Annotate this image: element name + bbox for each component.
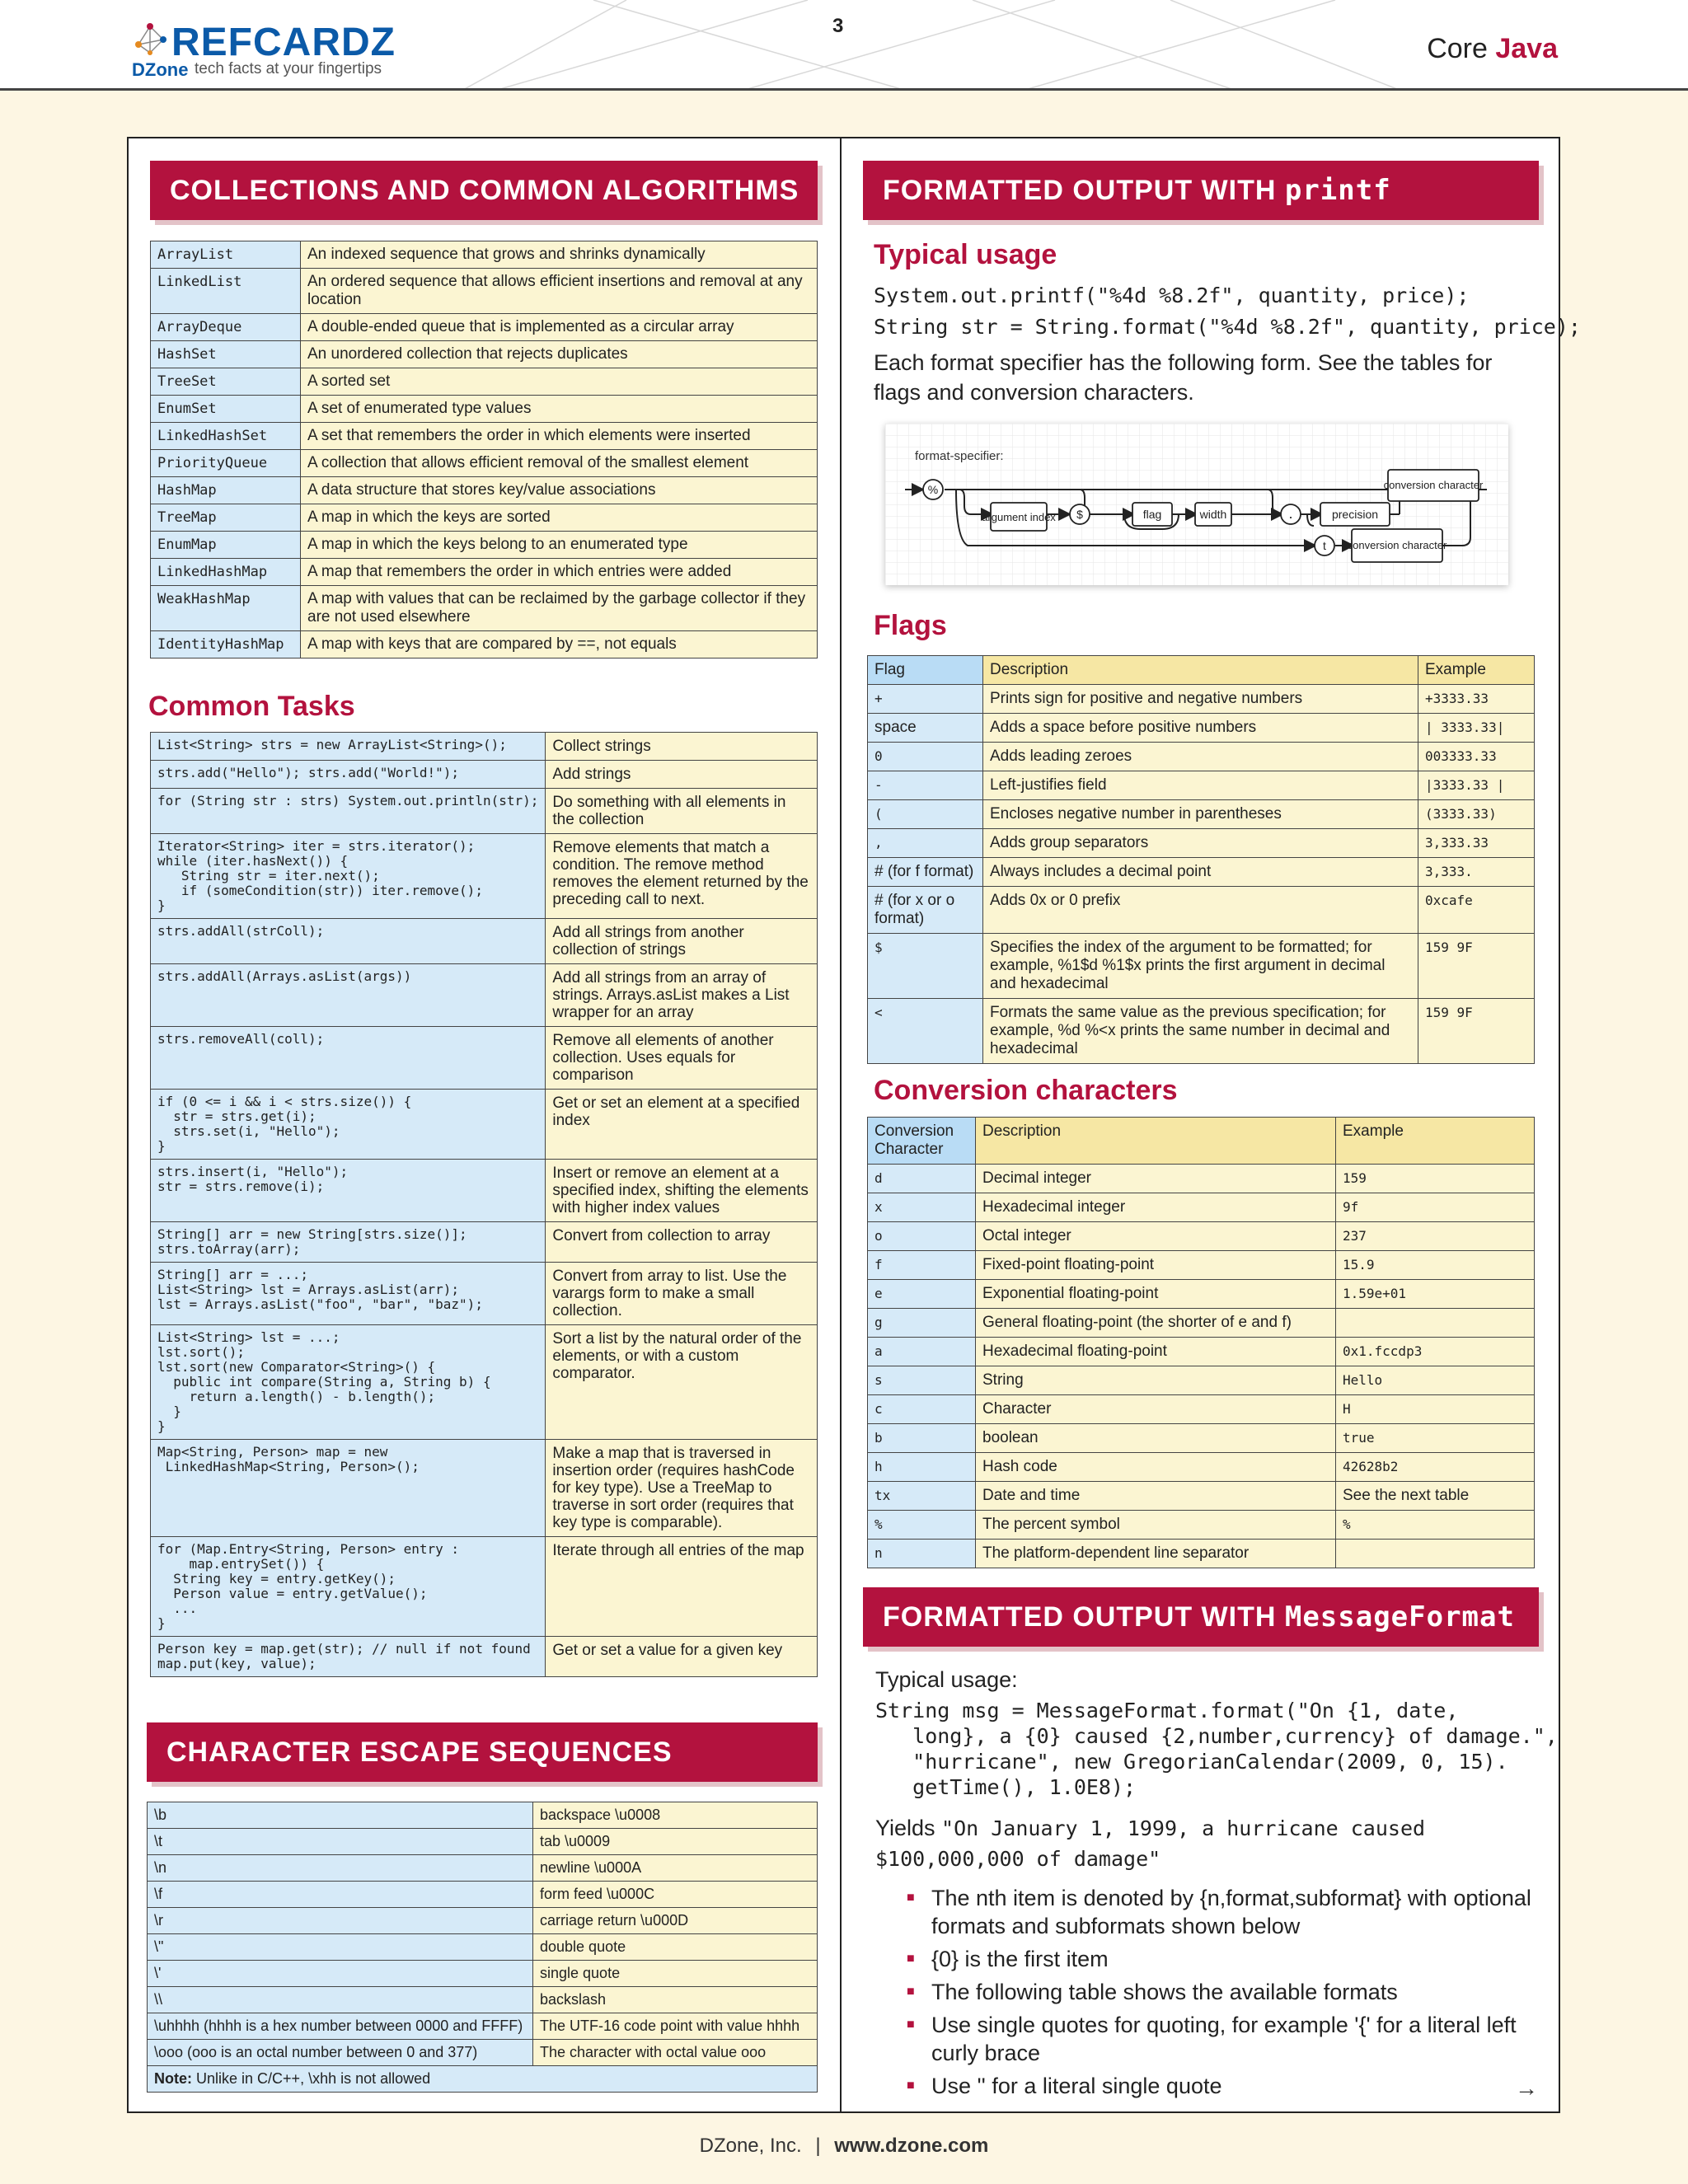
flag-row	[868, 685, 1535, 714]
conversion-row	[868, 1424, 1535, 1453]
collection-row	[151, 631, 818, 658]
conversion-description: String	[976, 1366, 1336, 1395]
conversion-character: f	[868, 1251, 976, 1280]
messageformat-bullets	[907, 1884, 1533, 2105]
conversion-example: 237	[1336, 1222, 1535, 1251]
conversion-heading: Conversion characters	[874, 1075, 1178, 1106]
network-logo-icon	[132, 20, 168, 56]
common-task-description: Get or set an element at a specified index	[546, 1090, 818, 1160]
conversion-description: Character	[976, 1395, 1336, 1424]
diagram-t: t	[1323, 539, 1326, 552]
collection-row	[151, 477, 818, 504]
escape-description: backslash	[533, 1987, 818, 2013]
collection-description: A collection that allows efficient removal of the smallest element	[301, 450, 818, 477]
flag-description: Specifies the index of the argument to be formatted; for example, %1$d %1$x prints the first argument in decimal and hexadecimal	[983, 934, 1418, 999]
flags-header-description: Description	[983, 656, 1418, 685]
flag-row	[868, 714, 1535, 743]
common-task-code: if (0 <= i && i < strs.size()) { str = strs.get(i); strs.set(i, "Hello"); }	[151, 1090, 546, 1160]
escape-sequence: \r	[148, 1908, 533, 1934]
flag-example: |3333.33 |	[1418, 771, 1535, 800]
conversion-row	[868, 1540, 1535, 1568]
collection-description: A double-ended queue that is implemented as a circular array	[301, 314, 818, 341]
conversion-example	[1336, 1540, 1535, 1568]
printf-intro-text: Each format specifier has the following form. See the tables for flags and conversion characters.	[874, 350, 1493, 405]
conversion-example: 0x1.fccdp3	[1336, 1338, 1535, 1366]
escape-sequences-banner: CHARACTER ESCAPE SEQUENCES	[147, 1722, 818, 1782]
escape-note-cell	[148, 2066, 818, 2093]
common-task-description: Add all strings from another collection of strings	[546, 919, 818, 964]
flag-symbol: (	[868, 800, 983, 829]
conversion-character: b	[868, 1424, 976, 1453]
conversion-character: s	[868, 1366, 976, 1395]
conversion-row	[868, 1338, 1535, 1366]
flag-description: Adds 0x or 0 prefix	[983, 887, 1418, 934]
escape-description: double quote	[533, 1934, 818, 1961]
escape-sequence: \b	[148, 1802, 533, 1829]
escape-sequences-table-body	[148, 1802, 818, 2066]
conversion-example: true	[1336, 1424, 1535, 1453]
common-task-description: Iterate through all entries of the map	[546, 1537, 818, 1637]
conversion-character: o	[868, 1222, 976, 1251]
common-task-code: for (String str : strs) System.out.println(str);	[151, 789, 546, 834]
diagram-conversion-top: conversion character	[1383, 479, 1484, 491]
flags-header-flag: Flag	[868, 656, 983, 685]
collection-description: A map with keys that are compared by ==, not equals	[301, 631, 818, 658]
continue-arrow-icon: →	[1515, 2075, 1538, 2101]
flag-example: 159 9F	[1418, 934, 1535, 999]
collection-description: An ordered sequence that allows efficient insertions and removal at any location	[301, 269, 818, 314]
collection-name: EnumSet	[151, 396, 301, 423]
common-task-description: Convert from array to list. Use the varargs form to make a small collection.	[546, 1263, 818, 1325]
escape-description: backspace \u0008	[533, 1802, 818, 1829]
collection-description: A data structure that stores key/value associations	[301, 477, 818, 504]
common-task-description: Remove elements that match a condition. The remove method removes the element returned by the preceding call to next.	[546, 834, 818, 919]
common-task-description: Add all strings from an array of strings. Arrays.asList makes a List wrapper for an array	[546, 964, 818, 1027]
conversion-example: 9f	[1336, 1193, 1535, 1222]
typical-usage-heading: Typical usage	[874, 239, 1057, 270]
flag-description: Adds leading zeroes	[983, 743, 1418, 771]
common-tasks-heading: Common Tasks	[148, 691, 355, 722]
diagram-dot: .	[1288, 505, 1293, 522]
escape-description: newline \u000A	[533, 1855, 818, 1882]
messageformat-code: String msg = MessageFormat.format("On {1, date, long}, a {0} caused {2,number,currency} of damage.", "hurricane", new GregorianCalendar(2009, 0, 15). getTime(), 1.0E8);	[875, 1699, 1558, 1799]
conversion-character: d	[868, 1165, 976, 1193]
conversion-character: g	[868, 1309, 976, 1338]
page-footer	[0, 2135, 1688, 2158]
escape-row	[148, 1855, 818, 1882]
common-task-row	[151, 733, 818, 761]
conversion-character: e	[868, 1280, 976, 1309]
messageformat-yields-code: "On January 1, 1999, a hurricane caused $100,000,000 of damage"	[875, 1816, 1426, 1871]
page-number: 3	[832, 15, 844, 37]
conversion-table	[867, 1117, 1535, 1568]
collection-row	[151, 241, 818, 269]
conversion-character: tx	[868, 1482, 976, 1511]
printf-banner	[863, 161, 1539, 220]
flag-symbol: <	[868, 999, 983, 1064]
flag-example: +3333.33	[1418, 685, 1535, 714]
diagram-conversion-bottom: conversion character	[1347, 539, 1447, 551]
conversion-table-body	[868, 1165, 1535, 1568]
flag-symbol: 0	[868, 743, 983, 771]
messageformat-banner-code: MessageFormat	[1284, 1601, 1515, 1633]
common-task-row	[151, 789, 818, 834]
collection-name: TreeSet	[151, 368, 301, 396]
collection-name: IdentityHashMap	[151, 631, 301, 658]
escape-note-text: Unlike in C/C++, \xhh is not allowed	[196, 2070, 431, 2087]
conversion-row	[868, 1251, 1535, 1280]
diagram-flag: flag	[1142, 508, 1162, 521]
collection-row	[151, 368, 818, 396]
escape-sequence: \uhhhh (hhhh is a hex number between 0000 and FFFF)	[148, 2013, 533, 2040]
escape-sequence: \"	[148, 1934, 533, 1961]
common-task-row	[151, 1090, 818, 1160]
common-task-description: Sort a list by the natural order of the elements, or with a custom comparator.	[546, 1325, 818, 1440]
printf-code-line-2: String str = String.format("%4d %8.2f", quantity, price);	[874, 315, 1581, 339]
escape-row	[148, 1987, 818, 2013]
collections-table-body	[151, 241, 818, 658]
common-tasks-table	[150, 732, 818, 1677]
collection-name: EnumMap	[151, 532, 301, 559]
conversion-description: Hash code	[976, 1453, 1336, 1482]
collection-name: HashSet	[151, 341, 301, 368]
logo-title: REFCARDZ	[171, 21, 396, 64]
common-task-code: strs.insert(i, "Hello"); str = strs.remove(i);	[151, 1160, 546, 1222]
flag-row	[868, 771, 1535, 800]
conversion-example: 15.9	[1336, 1251, 1535, 1280]
flags-table	[867, 655, 1535, 1064]
collections-table	[150, 241, 818, 658]
diagram-title: format-specifier:	[915, 449, 1004, 463]
flag-row	[868, 858, 1535, 887]
conversion-example: 159	[1336, 1165, 1535, 1193]
conversion-row	[868, 1222, 1535, 1251]
collection-description: A set that remembers the order in which elements were inserted	[301, 423, 818, 450]
flag-example: 3,333.33	[1418, 829, 1535, 858]
conversion-description: Date and time	[976, 1482, 1336, 1511]
collection-name: ArrayDeque	[151, 314, 301, 341]
conversion-description: General floating-point (the shorter of e and f)	[976, 1309, 1336, 1338]
messageformat-typical-usage: Typical usage:	[875, 1667, 1018, 1692]
common-task-description: Get or set a value for a given key	[546, 1637, 818, 1677]
common-task-code: List<String> lst = ...; lst.sort(); lst.sort(new Comparator<String>() { public int compare(String a, String b) { return a.length() - b.length(); } }	[151, 1325, 546, 1440]
messageformat-banner-text: FORMATTED OUTPUT WITH	[883, 1601, 1285, 1633]
messageformat-yields-label: Yields	[875, 1816, 942, 1840]
messageformat-bullet-item: ■ The nth item is denoted by {n,format,subformat} with optional formats and subformats shown below	[907, 1884, 1533, 1940]
common-task-code: for (Map.Entry<String, Person> entry : map.entrySet()) { String key = entry.getKey(); Person value = entry.getValue(); ... }	[151, 1537, 546, 1637]
flag-symbol: # (for f format)	[868, 858, 983, 887]
common-task-row	[151, 1537, 818, 1637]
conversion-description: Octal integer	[976, 1222, 1336, 1251]
collection-name: HashMap	[151, 477, 301, 504]
collection-row	[151, 269, 818, 314]
conversion-character: c	[868, 1395, 976, 1424]
flag-example: 3,333.	[1418, 858, 1535, 887]
collection-name: LinkedList	[151, 269, 301, 314]
common-task-row	[151, 834, 818, 919]
conversion-example: 1.59e+01	[1336, 1280, 1535, 1309]
collection-row	[151, 314, 818, 341]
collection-row	[151, 532, 818, 559]
common-task-code: Map<String, Person> map = new LinkedHashMap<String, Person>();	[151, 1440, 546, 1537]
escape-row	[148, 1908, 818, 1934]
escape-row	[148, 1961, 818, 1987]
flags-header-row	[868, 656, 1535, 685]
collection-description: A sorted set	[301, 368, 818, 396]
conversion-example: See the next table	[1336, 1482, 1535, 1511]
escape-description: The UTF-16 code point with value hhhh	[533, 2013, 818, 2040]
collection-description: An indexed sequence that grows and shrinks dynamically	[301, 241, 818, 269]
card-title-plain: Core	[1427, 33, 1496, 64]
common-task-code: List<String> strs = new ArrayList<String>();	[151, 733, 546, 761]
common-task-row	[151, 1027, 818, 1090]
common-task-row	[151, 1160, 818, 1222]
collection-row	[151, 450, 818, 477]
common-task-code: strs.addAll(Arrays.asList(args))	[151, 964, 546, 1027]
flag-description: Formats the same value as the previous specification; for example, %d %<x prints the same number in decimal and hexadecimal	[983, 999, 1418, 1064]
flag-row	[868, 743, 1535, 771]
common-task-row	[151, 1263, 818, 1325]
collection-row	[151, 504, 818, 532]
conversion-character: %	[868, 1511, 976, 1540]
escape-description: tab \u0009	[533, 1829, 818, 1855]
collections-banner: COLLECTIONS AND COMMON ALGORITHMS	[150, 161, 818, 220]
flag-description: Encloses negative number in parentheses	[983, 800, 1418, 829]
collection-row	[151, 586, 818, 631]
common-task-description: Insert or remove an element at a specified index, shifting the elements with higher index values	[546, 1160, 818, 1222]
conversion-row	[868, 1395, 1535, 1424]
footer-separator: |	[815, 2135, 821, 2157]
conversion-row	[868, 1482, 1535, 1511]
conversion-example: H	[1336, 1395, 1535, 1424]
conversion-character: n	[868, 1540, 976, 1568]
common-task-code: strs.removeAll(coll);	[151, 1027, 546, 1090]
diagram-argument-index: argument index	[982, 511, 1056, 523]
escape-description: The character with octal value ooo	[533, 2040, 818, 2066]
escape-row	[148, 2040, 818, 2066]
common-task-row	[151, 761, 818, 789]
footer-url[interactable]: www.dzone.com	[834, 2135, 989, 2157]
common-task-row	[151, 919, 818, 964]
escape-sequence: \\	[148, 1987, 533, 2013]
collection-row	[151, 341, 818, 368]
flag-symbol: +	[868, 685, 983, 714]
flag-symbol: $	[868, 934, 983, 999]
conversion-character: h	[868, 1453, 976, 1482]
flag-symbol: # (for x or o format)	[868, 887, 983, 934]
flags-heading: Flags	[874, 610, 947, 641]
flag-row	[868, 800, 1535, 829]
flag-row	[868, 934, 1535, 999]
common-task-description: Remove all elements of another collection. Uses equals for comparison	[546, 1027, 818, 1090]
conversion-character: x	[868, 1193, 976, 1222]
common-task-row	[151, 1325, 818, 1440]
conversion-example: Hello	[1336, 1366, 1535, 1395]
messageformat-bullet-item: ■ Use single quotes for quoting, for example '{' for a literal left curly brace	[907, 2011, 1533, 2067]
flag-description: Left-justifies field	[983, 771, 1418, 800]
diagram-percent: %	[927, 483, 939, 496]
common-task-row	[151, 1637, 818, 1677]
conversion-example: %	[1336, 1511, 1535, 1540]
common-task-description: Do something with all elements in the collection	[546, 789, 818, 834]
flag-example: 0xcafe	[1418, 887, 1535, 934]
conversion-description: Decimal integer	[976, 1165, 1336, 1193]
conversion-example: 42628b2	[1336, 1453, 1535, 1482]
messageformat-bullet-item: ■ {0} is the first item	[907, 1945, 1533, 1973]
common-task-description: Convert from collection to array	[546, 1222, 818, 1263]
flag-row	[868, 829, 1535, 858]
flag-example: (3333.33)	[1418, 800, 1535, 829]
common-task-code: strs.add("Hello"); strs.add("World!");	[151, 761, 546, 789]
flag-symbol: space	[868, 714, 983, 743]
collection-name: PriorityQueue	[151, 450, 301, 477]
messageformat-banner	[863, 1587, 1539, 1647]
collection-row	[151, 396, 818, 423]
format-specifier-diagram-svg	[885, 424, 1508, 585]
common-task-row	[151, 1222, 818, 1263]
messageformat-bullet-item: ■ The following table shows the available formats	[907, 1978, 1533, 2006]
collection-name: LinkedHashMap	[151, 559, 301, 586]
common-task-code: String[] arr = new String[strs.size()]; strs.toArray(arr);	[151, 1222, 546, 1263]
card-title-accent: Java	[1495, 33, 1558, 64]
conversion-row	[868, 1165, 1535, 1193]
common-task-code: strs.addAll(strColl);	[151, 919, 546, 964]
common-task-description: Add strings	[546, 761, 818, 789]
conversion-header-example: Example	[1336, 1118, 1535, 1165]
flag-row	[868, 999, 1535, 1064]
flag-symbol: ,	[868, 829, 983, 858]
conversion-description: Fixed-point floating-point	[976, 1251, 1336, 1280]
conversion-description: boolean	[976, 1424, 1336, 1453]
flag-example: 003333.33	[1418, 743, 1535, 771]
diagram-precision: precision	[1331, 508, 1379, 521]
collection-description: A map with values that can be reclaimed by the garbage collector if they are not used elsewhere	[301, 586, 818, 631]
collection-description: An unordered collection that rejects duplicates	[301, 341, 818, 368]
escape-note-row	[148, 2066, 818, 2093]
common-task-code: Iterator<String> iter = strs.iterator(); while (iter.hasNext()) { String str = iter.next(); if (someCondition(str)) iter.remove(); }	[151, 834, 546, 919]
common-task-description: Collect strings	[546, 733, 818, 761]
conversion-description: The percent symbol	[976, 1511, 1336, 1540]
refcardz-logo[interactable]	[132, 18, 396, 84]
conversion-header-row	[868, 1118, 1535, 1165]
footer-company: DZone, Inc.	[699, 2135, 802, 2157]
escape-sequence: \n	[148, 1855, 533, 1882]
escape-row	[148, 1802, 818, 1829]
conversion-row	[868, 1193, 1535, 1222]
page-header	[0, 0, 1688, 91]
escape-row	[148, 1934, 818, 1961]
common-task-row	[151, 964, 818, 1027]
escape-row	[148, 2013, 818, 2040]
column-divider	[840, 137, 842, 2113]
escape-row	[148, 1882, 818, 1908]
flag-description: Prints sign for positive and negative numbers	[983, 685, 1418, 714]
conversion-header-description: Description	[976, 1118, 1336, 1165]
escape-description: single quote	[533, 1961, 818, 1987]
messageformat-yields	[875, 1813, 1535, 1874]
common-task-code: Person key = map.get(str); // null if not found map.put(key, value);	[151, 1637, 546, 1677]
escape-note-label: Note:	[154, 2070, 192, 2087]
conversion-row	[868, 1453, 1535, 1482]
conversion-header-character: Conversion Character	[868, 1118, 976, 1165]
collection-name: WeakHashMap	[151, 586, 301, 631]
collection-description: A map that remembers the order in which entries were added	[301, 559, 818, 586]
conversion-row	[868, 1511, 1535, 1540]
conversion-description: Exponential floating-point	[976, 1280, 1336, 1309]
escape-sequence: \t	[148, 1829, 533, 1855]
flag-description: Adds group separators	[983, 829, 1418, 858]
collection-name: LinkedHashSet	[151, 423, 301, 450]
conversion-character: a	[868, 1338, 976, 1366]
escape-sequence: \f	[148, 1882, 533, 1908]
escape-description: carriage return \u000D	[533, 1908, 818, 1934]
escape-sequences-table	[147, 1802, 818, 2093]
conversion-description: Hexadecimal floating-point	[976, 1338, 1336, 1366]
printf-banner-text: FORMATTED OUTPUT WITH	[883, 175, 1285, 206]
common-tasks-table-body	[151, 733, 818, 1677]
diagram-width: width	[1199, 508, 1227, 521]
flags-table-body	[868, 685, 1535, 1064]
common-task-code: String[] arr = ...; List<String> lst = Arrays.asList(arr); lst = Arrays.asList("foo", "bar", "baz");	[151, 1263, 546, 1325]
collection-description: A map in which the keys are sorted	[301, 504, 818, 532]
collection-row	[151, 423, 818, 450]
collection-description: A map in which the keys belong to an enumerated type	[301, 532, 818, 559]
card-title	[1427, 33, 1558, 65]
escape-description: form feed \u000C	[533, 1882, 818, 1908]
flag-description: Always includes a decimal point	[983, 858, 1418, 887]
flag-example: | 3333.33|	[1418, 714, 1535, 743]
flag-description: Adds a space before positive numbers	[983, 714, 1418, 743]
conversion-description: The platform-dependent line separator	[976, 1540, 1336, 1568]
flags-header-example: Example	[1418, 656, 1535, 685]
conversion-row	[868, 1366, 1535, 1395]
conversion-row	[868, 1280, 1535, 1309]
flag-row	[868, 887, 1535, 934]
common-task-description: Make a map that is traversed in insertion order (requires hashCode for key type). Use a TreeMap to traverse in sort order (requires that key type is comparable).	[546, 1440, 818, 1537]
format-specifier-diagram	[885, 424, 1508, 585]
conversion-description: Hexadecimal integer	[976, 1193, 1336, 1222]
flag-symbol: -	[868, 771, 983, 800]
flag-example: 159 9F	[1418, 999, 1535, 1064]
collection-row	[151, 559, 818, 586]
printf-banner-code: printf	[1284, 174, 1391, 207]
common-task-row	[151, 1440, 818, 1537]
messageformat-bullet-item: ■ Use '' for a literal single quote	[907, 2072, 1533, 2100]
conversion-example	[1336, 1309, 1535, 1338]
diagram-dollar: $	[1076, 508, 1083, 521]
collection-description: A set of enumerated type values	[301, 396, 818, 423]
logo-tagline: tech facts at your fingertips	[195, 60, 382, 77]
escape-sequence: \ooo (ooo is an octal number between 0 and 377)	[148, 2040, 533, 2066]
escape-sequence: \'	[148, 1961, 533, 1987]
printf-code-line-1: System.out.printf("%4d %8.2f", quantity, price);	[874, 284, 1470, 307]
escape-row	[148, 1829, 818, 1855]
collection-name: ArrayList	[151, 241, 301, 269]
collection-name: TreeMap	[151, 504, 301, 532]
logo-dzone: DZone	[132, 59, 189, 80]
conversion-row	[868, 1309, 1535, 1338]
